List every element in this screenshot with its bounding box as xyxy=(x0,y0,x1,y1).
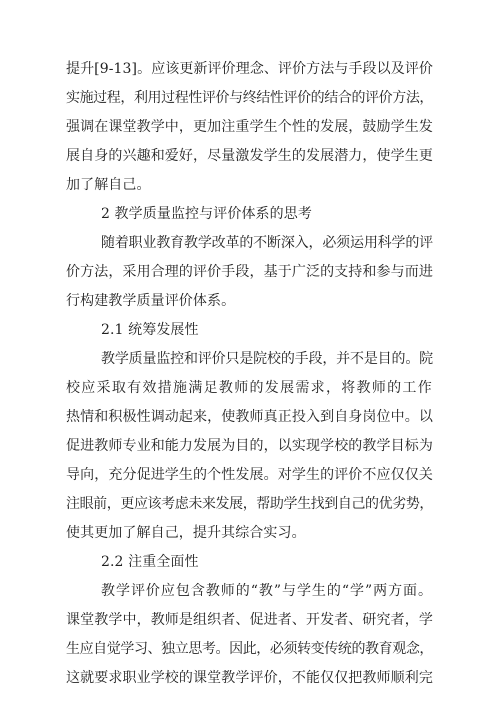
text-line-12: 校应采取有效措施满足教师的发展需求，将教师的工作 xyxy=(66,380,433,396)
text-line-19: 教学评价应包含教师的“教”与学生的“学”两方面。 xyxy=(101,583,433,599)
text-line-3: 强调在课堂教学中，更加注重学生个性的发展，鼓励学生发 xyxy=(66,119,433,135)
text-line-21: 生应自觉学习、独立思考。因此，必须转变传统的教育观念， xyxy=(66,641,433,657)
text-line-14: 促进教师专业和能力发展为目的，以实现学校的教学目标为 xyxy=(66,438,433,454)
text-line-5: 加了解自己。 xyxy=(66,177,151,193)
text-line-16: 注眼前，更应该考虑未来发展，帮助学生找到自己的优劣势， xyxy=(66,496,433,512)
text-line-7: 随着职业教育教学改革的不断深入，必须运用科学的评 xyxy=(101,235,433,251)
subsection-heading-2-1: 2.1 统筹发展性 xyxy=(101,322,199,338)
text-line-1: 提升[9-13]。应该更新评价理念、评价方法与手段以及评价 xyxy=(66,61,433,77)
text-line-20: 课堂教学中，教师是组织者、促进者、开发者、研究者，学 xyxy=(66,612,433,628)
text-line-4: 展自身的兴趣和爱好，尽量激发学生的发展潜力，使学生更 xyxy=(66,148,433,164)
text-line-22: 这就要求职业学校的课堂教学评价，不能仅仅把教师顺利完 xyxy=(66,670,433,686)
subsection-heading-2-2: 2.2 注重全面性 xyxy=(101,554,199,570)
text-line-15: 导向，充分促进学生的个性发展。对学生的评价不应仅仅关 xyxy=(66,467,433,483)
text-line-9: 行构建教学质量评价体系。 xyxy=(66,293,236,309)
section-heading-2: 2 教学质量监控与评价体系的思考 xyxy=(101,206,312,222)
text-line-11: 教学质量监控和评价只是院校的手段，并不是目的。院 xyxy=(101,351,433,367)
text-line-8: 价方法，采用合理的评价手段，基于广泛的支持和参与而进 xyxy=(66,264,433,280)
text-line-17: 使其更加了解自己，提升其综合实习。 xyxy=(66,525,306,541)
text-line-2: 实施过程，利用过程性评价与终结性评价的结合的评价方法， xyxy=(66,90,433,106)
text-line-13: 热情和积极性调动起来，使教师真正投入到自身岗位中。以 xyxy=(66,409,433,425)
